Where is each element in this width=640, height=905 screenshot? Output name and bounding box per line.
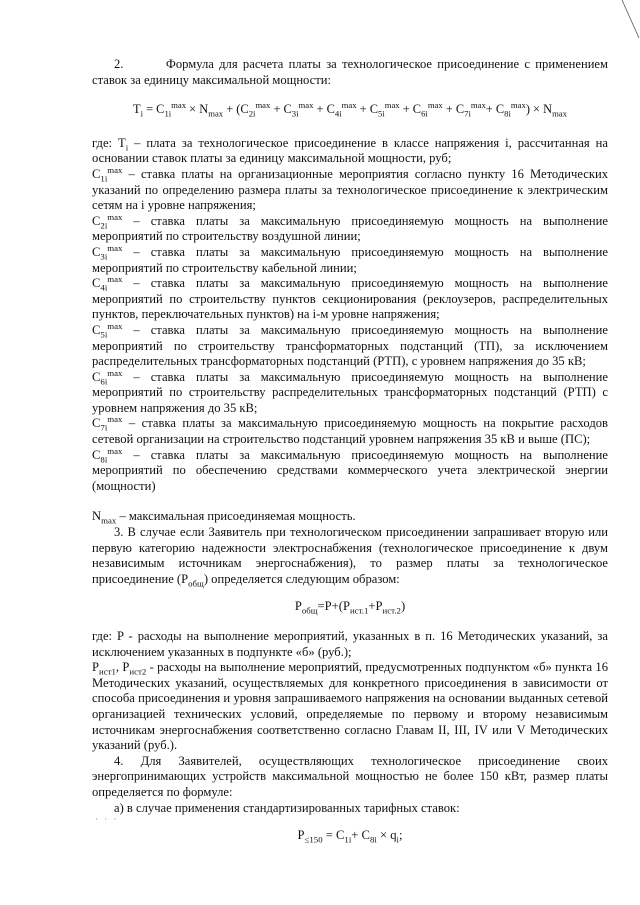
paragraph-2: 2. Формула для расчета платы за технологическое присоединение с применением ставок за единицу максимальной мощности: (92, 57, 608, 87)
definition-c7: $C_{7i}^{max}$ – ставка платы за максимальную присоединяемую мощность на покрытие расходов сетевой организации на строительство подстанций уровнем напряжения 35 кВ и выше (ПС); (92, 414, 608, 447)
definition-c4: $C_{4i}^{max}$ – ставка платы за максимальную присоединяемую мощность на выполнение мероприятий по строительству пунктов секционирования (реклоузеров, распределительных пунктов, переключательных пунктов) на i-м уровне напряжения; (92, 273, 608, 322)
definition-t: где: $T_i$ – плата за технологическое присоединение в классе напряжения i, рассчитанная на основании ставок платы за единицу максимальной мощности, руб; (92, 135, 608, 166)
definition-p: где: P - расходы на выполнение мероприятий, указанных в п. 16 Методических указаний, за исключением указанных в подпункте «б» (руб.); (92, 629, 608, 659)
paragraph-4: 4. Для Заявителей, осуществляющих технологическое присоединение своих энергопринимающих устройств максимальной мощностью не более 150 кВт, размер платы определяется по формуле: (92, 753, 608, 799)
paragraph-3: 3. В случае если Заявитель при технологическом присоединении запрашивает вторую или первую категорию надежности электроснабжения (технологическое присоединение к двум независимым источникам энергоснабжения), то размер платы за технологическое присоединение $(P_{общ})$ определяется следующим образом: (92, 525, 608, 589)
formula-150kw: $P_{\le 150} = C_{1i}+ C_{8i} \times q_i$; (297, 828, 403, 845)
scan-specks: · · · (95, 814, 119, 824)
formula-total: $P_{общ}=P+(P_{ист.1}+P_{ист.2})$ (294, 599, 406, 616)
definition-c5: $C_{5i}^{max}$ – ставка платы за максимальную присоединяемую мощность на выполнение мероприятий по строительству трансформаторных подстанций (ТП), за исключением распределительных трансформаторных подстанций (РТП), с уровнем напряжения до 35 кВ; (92, 320, 608, 369)
page-corner-line (620, 0, 640, 40)
definition-c2: $C_{2i}^{max}$ – ставка платы за максимальную присоединяемую мощность на выполнение мероприятий по строительству воздушной линии; (92, 211, 608, 244)
definition-c1: $C_{1i}^{max}$ – ставка платы на организационные мероприятия согласно пункту 16 Методических указаний по определению размера платы за технологическое присоединение к электрическим сетям на i уровне напряжения; (92, 164, 608, 213)
spacer (92, 494, 608, 509)
definition-c6: $C_{6i}^{max}$ – ставка платы за максимальную присоединяемую мощность на выполнение мероприятий по строительству распределительных трансформаторных подстанций (РТП) с уровнем напряжения до 35 кВ; (92, 367, 608, 415)
formula-tariff: $T_i = C_{1i}^{max} \times N_{max} + (C_{2i}^{max} + C_{3i}^{max} + C_{4i}^{max} + C_{5i}^{max} + C_{6i}^{max} + C_{7i}^{max}+ C_{8i}^{max}) \times N_{max}$ (133, 100, 567, 119)
document-body (92, 57, 608, 844)
definition-n: $N_{max}$ – максимальная присоединяемая мощность. (92, 509, 356, 526)
definition-c8: $C_{8i}^{max}$ – ставка платы за максимальную присоединяемую мощность на выполнение мероприятий по обеспечению средствами коммерческого учета электрической энергии (мощности) (92, 445, 608, 493)
paragraph-4a: а) в случае применения стандартизированных тарифных ставок: (114, 800, 460, 815)
definition-c3: $C_{3i}^{max}$ – ставка платы за максимальную присоединяемую мощность на выполнение мероприятий по строительству кабельной линии; (92, 242, 608, 275)
definition-p-ist: $P_{ист1}$, $P_{ист2}$ - расходы на выполнение мероприятий, предусмотренных подпунктом «б» пункта 16 Методических указаний, осуществляемых для конкретного присоединения в зависимости от способа присоединения и уровня запрашиваемого напряжения на основании выданных сетевой организацией технических условий, определяемые по первому и второму независимым источникам энергоснабжения соответственно согласно Главам II, III, IV или V Методических указаний (руб.). (92, 660, 608, 753)
